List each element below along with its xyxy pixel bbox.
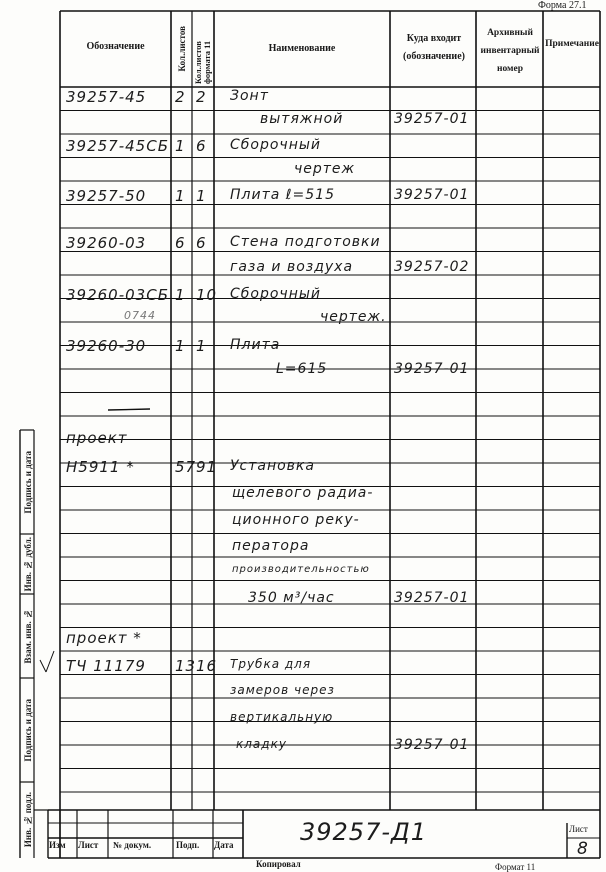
cell-designation: 39260-03 xyxy=(66,234,147,252)
cell-name: Установка xyxy=(230,458,315,474)
side-label-sign-date-1: Подпись и дата xyxy=(22,450,33,514)
cell-format: 2 xyxy=(196,88,207,106)
cell-into: 39257-01 xyxy=(394,187,470,203)
cell-name: Стена подготовки xyxy=(230,234,381,250)
cell-name: Зонт xyxy=(230,88,269,104)
cell-format: 16 xyxy=(196,657,218,675)
side-label-sign-date-2: Подпись и дата xyxy=(22,698,33,762)
cell-name: L=615 xyxy=(276,361,328,377)
cell-designation: проект * xyxy=(66,629,142,647)
cell-name: Сборочный xyxy=(230,137,322,153)
form-label: Форма 27.1 xyxy=(538,0,587,11)
side-label-orig: Инв. № подл. xyxy=(22,792,33,848)
header-sheets-count: Кол.листов xyxy=(177,26,187,72)
cell-name: вертикальную xyxy=(230,710,334,724)
header-name: Наименование xyxy=(268,43,336,54)
stamp-podp: Подп. xyxy=(176,840,200,850)
side-label-replace: Взам. инв. № xyxy=(22,608,33,664)
header-archive: Архивный инвентарный номер xyxy=(480,28,540,74)
stamp-sheet-label: Лист xyxy=(569,824,588,834)
cell-format: 91 xyxy=(196,458,218,476)
cell-name: Сборочный xyxy=(230,286,322,302)
cell-designation: 39257-45 xyxy=(66,88,147,106)
cell-into: 39257-02 xyxy=(394,259,470,275)
cell-format: 6 xyxy=(196,234,207,252)
side-cell-sign-date-1 xyxy=(21,432,34,532)
cell-sheets: 1 xyxy=(175,137,186,155)
cell-sheets: 57 xyxy=(175,458,197,476)
cell-designation: 39257-45СБ xyxy=(66,137,169,155)
cell-designation: проект xyxy=(66,429,128,447)
cell-sheets: 6 xyxy=(175,234,186,252)
cell-name: производительностью xyxy=(232,564,370,575)
cell-sheets: 13 xyxy=(175,657,197,675)
header-sheets-cell xyxy=(173,14,191,84)
cell-name: ператора xyxy=(232,538,310,554)
stamp-sheet-number: 8 xyxy=(577,839,589,859)
footer-format: Формат 11 xyxy=(495,862,536,872)
side-cell-replace xyxy=(21,596,34,676)
cell-format: 1 xyxy=(196,187,207,205)
document-code: 39257-Д1 xyxy=(300,818,428,846)
cell-name: ционного реку- xyxy=(232,512,360,528)
cell-sheets: 2 xyxy=(175,88,186,106)
cell-into: 39257-01 xyxy=(394,590,470,606)
cell-name: Плита ℓ=515 xyxy=(230,187,335,203)
cell-designation: 39260-03СБ xyxy=(66,286,169,304)
cell-name: кладку xyxy=(236,737,287,751)
stamp-izm: Изм xyxy=(49,840,66,850)
cell-format: 10 xyxy=(196,286,218,304)
cell-sheets: 1 xyxy=(175,187,186,205)
cell-format: 6 xyxy=(196,137,207,155)
cell-format: 1 xyxy=(196,337,207,355)
cell-designation: 39257-50 xyxy=(66,187,147,205)
header-note: Примечание xyxy=(545,39,599,49)
cell-name: чертеж xyxy=(294,161,356,177)
stamp-doc-no: № докум. xyxy=(113,840,152,850)
cell-designation: 39260-30 xyxy=(66,337,147,355)
cell-name: вытяжной xyxy=(260,111,344,127)
side-cell-orig xyxy=(21,784,34,856)
cell-name: замеров через xyxy=(230,683,335,697)
stamp-data: Дата xyxy=(214,840,234,850)
stamp-list: Лист xyxy=(78,840,99,850)
cell-name: Плита xyxy=(230,337,281,353)
cell-into: 39257-01 xyxy=(394,737,470,753)
side-cell-sign-date-2 xyxy=(21,680,34,780)
cell-designation: Н5911 * xyxy=(66,458,135,476)
cell-name: 350 м³/час xyxy=(248,590,335,606)
cell-into: 39257-01 xyxy=(394,111,470,127)
cell-sheets: 1 xyxy=(175,337,186,355)
header-included-in: Куда входит (обозначение) xyxy=(403,33,465,62)
cell-designation: 0744 xyxy=(124,309,156,322)
cell-sheets: 1 xyxy=(175,286,186,304)
header-format-cell xyxy=(193,14,213,84)
cell-name: чертеж. xyxy=(320,309,387,325)
header-format-count: Кол.листов формата 11 xyxy=(193,40,212,84)
cell-name: Трубка для xyxy=(230,657,312,671)
cell-into: 39257-01 xyxy=(394,361,470,377)
cell-designation: ТЧ 11179 xyxy=(66,657,146,675)
header-designation: Обозначение xyxy=(86,41,145,52)
side-label-dupl: Инв. № дубл. xyxy=(22,536,33,592)
cell-name: щелевого радиа- xyxy=(232,485,374,501)
cell-name: газа и воздуха xyxy=(230,259,354,275)
side-cell-dupl xyxy=(21,536,34,592)
footer-copied: Копировал xyxy=(256,859,301,869)
